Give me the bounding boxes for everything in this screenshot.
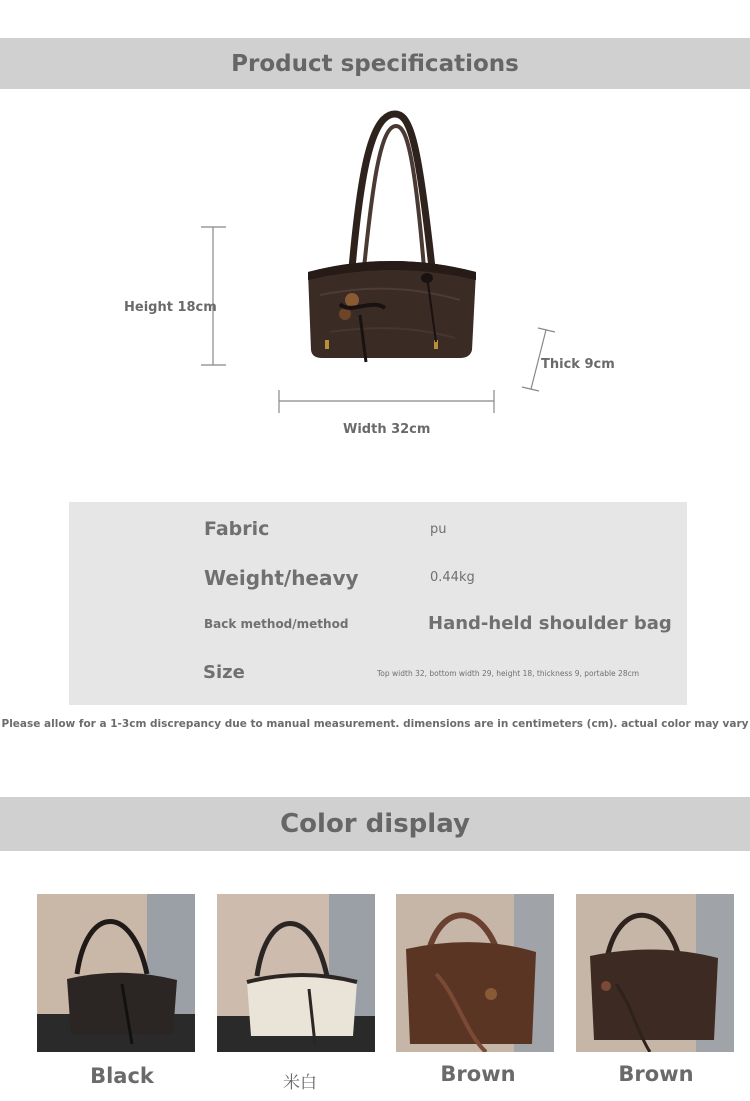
bag-photo (217, 894, 375, 1052)
color-label-dark-brown: Brown (618, 1062, 694, 1086)
spec-value-size: Top width 32, bottom width 29, height 18, thickness 9, portable 28cm (377, 669, 640, 678)
spec-value-fabric: pu (430, 522, 447, 537)
measurement-note: Please allow for a 1-3cm discrepancy due to manual measurement. dimensions are in centimeters (cm). actual color may vary (1, 718, 749, 730)
color-swatch-dark-brown[interactable] (576, 894, 734, 1052)
bag-photo (576, 894, 734, 1052)
color-label-black: Black (90, 1064, 154, 1088)
product-specifications-banner (0, 38, 750, 89)
spec-value-weight: 0.44kg (430, 570, 475, 585)
width-label: Width 32cm (343, 422, 431, 437)
color-label-off-white: 米白 (283, 1073, 317, 1093)
color-swatch-off-white[interactable] (217, 894, 375, 1052)
bag-photo (396, 894, 554, 1052)
bag-illustration (308, 114, 476, 362)
spec-key-size: Size (203, 662, 245, 683)
spec-value-back-method: Hand-held shoulder bag (428, 613, 672, 634)
product-dimension-diagram (0, 100, 750, 450)
section-title: Product specifications (231, 50, 519, 77)
spec-key-back-method: Back method/method (204, 617, 349, 631)
color-label-brown: Brown (440, 1062, 516, 1086)
color-swatch-brown[interactable] (396, 894, 554, 1052)
color-swatch-black[interactable] (37, 894, 195, 1052)
spec-key-weight: Weight/heavy (204, 566, 359, 590)
section-title: Color display (280, 809, 470, 839)
spec-table (69, 502, 687, 705)
spec-key-fabric: Fabric (204, 518, 270, 540)
height-label: Height 18cm (124, 300, 217, 315)
thick-label: Thick 9cm (541, 357, 615, 372)
bag-photo (37, 894, 195, 1052)
color-display-banner (0, 797, 750, 851)
